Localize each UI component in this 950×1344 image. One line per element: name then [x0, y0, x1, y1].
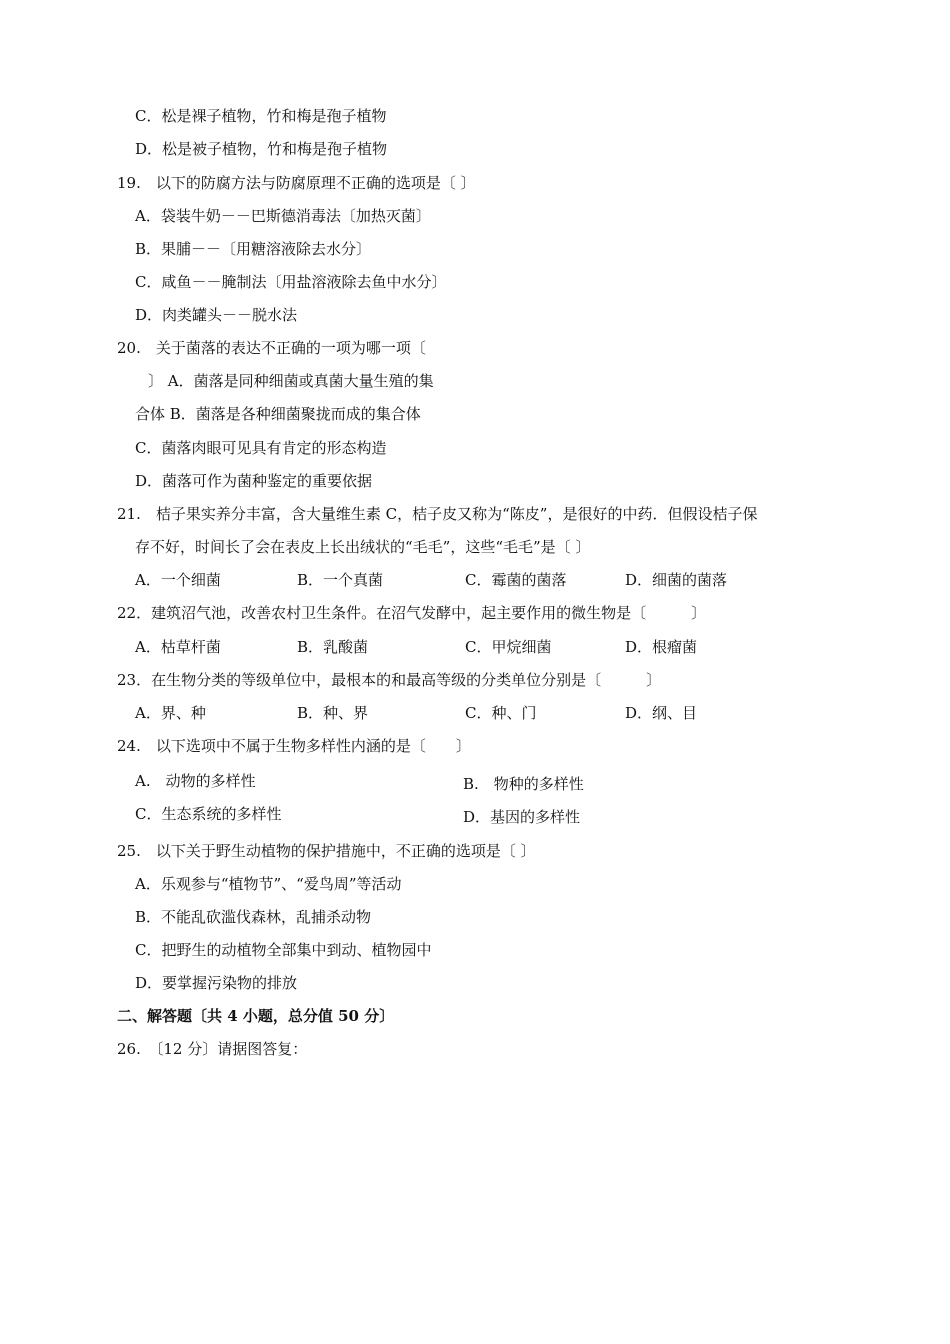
q21-option-d: D．细菌的菌落: [625, 571, 728, 589]
q24-option-c: C．生态系统的多样性: [135, 805, 282, 823]
q18-option-d: D．松是被子植物，竹和梅是孢子植物: [135, 140, 388, 158]
q25-option-a: A．乐观参与“植物节”、“爱鸟周”等活动: [135, 875, 402, 893]
q25-option-b: B．不能乱砍滥伐森林，乱捕杀动物: [135, 908, 372, 926]
q22-option-a: A．枯草杆菌: [135, 638, 221, 656]
q21-option-a: A．一个细菌: [135, 571, 221, 589]
q19-option-b: B．果脯－－〔用糖溶液除去水分〕: [135, 240, 372, 258]
q23-stem: 23．在生物分类的等级单位中，最根本的和最高等级的分类单位分别是〔 〕: [117, 671, 662, 689]
q24-option-b: B. 物种的多样性: [463, 775, 584, 793]
q19-option-a: A．袋装牛奶－－巴斯德消毒法〔加热灭菌〕: [135, 207, 431, 225]
q19-stem: 19. 以下的防腐方法与防腐原理不正确的选项是〔 〕: [117, 174, 476, 192]
q20-line3: 合体 B．菌落是各种细菌聚拢而成的集合体: [135, 405, 421, 423]
q20-stem: 20. 关于菌落的表达不正确的一项为哪一项〔: [117, 339, 426, 357]
q21-option-c: C．霉菌的菌落: [465, 571, 567, 589]
q20-option-c: C．菌落肉眼可见具有肯定的形态构造: [135, 439, 387, 457]
q23-option-c: C．种、门: [465, 704, 537, 722]
q25-option-c: C．把野生的动植物全部集中到动、植物园中: [135, 941, 432, 959]
section-heading: 二、解答题〔共 4 小题，总分值 50 分〕: [117, 1007, 395, 1025]
q24-stem: 24. 以下选项中不属于生物多样性内涵的是〔 〕: [117, 737, 471, 755]
q22-option-b: B．乳酸菌: [297, 638, 369, 656]
q21-option-b: B．一个真菌: [297, 571, 384, 589]
q24-option-d: D．基因的多样性: [463, 808, 581, 826]
q22-option-c: C．甲烷细菌: [465, 638, 552, 656]
q18-option-c: C．松是裸子植物，竹和梅是孢子植物: [135, 107, 387, 125]
q25-option-d: D．要掌握污染物的排放: [135, 974, 298, 992]
q20-option-d: D．菌落可作为菌种鉴定的重要依据: [135, 472, 373, 490]
q23-option-d: D．纲、目: [625, 704, 698, 722]
q20-line2: 〕 A．菌落是同种细菌或真菌大量生殖的集: [148, 372, 434, 390]
q24-option-a: A. 动物的多样性: [135, 772, 256, 790]
q22-option-d: D．根瘤菌: [625, 638, 698, 656]
q25-stem: 25. 以下关于野生动植物的保护措施中，不正确的选项是〔 〕: [117, 842, 536, 860]
q22-stem: 22．建筑沼气池，改善农村卫生条件。在沼气发酵中，起主要作用的微生物是〔 〕: [117, 604, 707, 622]
q21-stem-line1: 21. 桔子果实养分丰富，含大量维生素 C，桔子皮又称为“陈皮”，是很好的中药．但假设桔子保: [117, 505, 758, 523]
q26-stem: 26. 〔12 分〕请据图答复：: [117, 1040, 308, 1058]
q23-option-b: B．种、界: [297, 704, 369, 722]
q21-stem-line2: 存不好，时间长了会在表皮上长出绒状的“毛毛”，这些“毛毛”是〔 〕: [135, 538, 591, 556]
q19-option-c: C．咸鱼－－腌制法〔用盐溶液除去鱼中水分〕: [135, 273, 447, 291]
q23-option-a: A．界、种: [135, 704, 206, 722]
q19-option-d: D．肉类罐头－－脱水法: [135, 306, 298, 324]
